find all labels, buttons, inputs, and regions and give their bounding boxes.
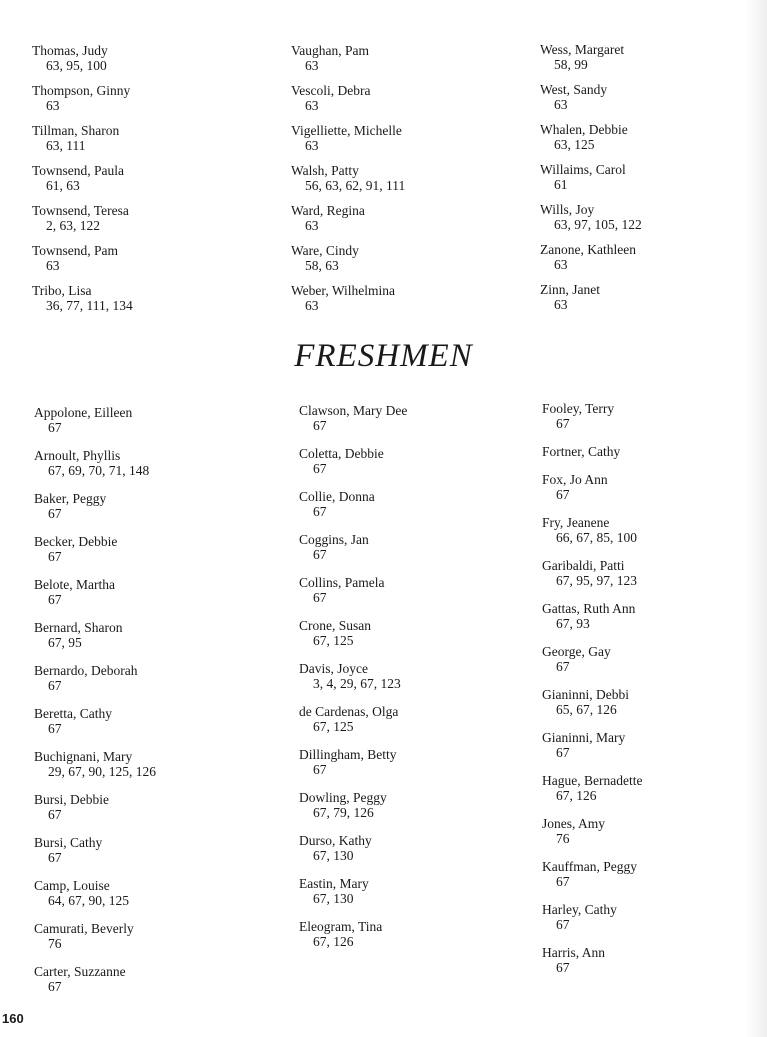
entry-name: West, Sandy	[540, 82, 608, 97]
index-entry	[34, 620, 156, 650]
entry-name: Hague, Bernadette	[542, 773, 643, 788]
entry-pages: 67, 69, 70, 71, 148	[48, 463, 150, 478]
entry-pages: 67	[556, 487, 570, 502]
entry-pages: 67, 130	[313, 891, 354, 906]
index-entry	[540, 122, 642, 152]
entry-name: Camurati, Beverly	[34, 921, 134, 936]
index-entry	[542, 773, 642, 803]
entry-pages: 67	[313, 590, 327, 605]
entry-name: Vaughan, Pam	[291, 43, 369, 58]
entry-name: de Cardenas, Olga	[299, 704, 399, 719]
index-entry	[34, 835, 156, 865]
entry-name: Davis, Joyce	[299, 661, 368, 676]
entry-pages: 64, 67, 90, 125	[48, 893, 129, 908]
index-entry	[542, 515, 642, 545]
entry-pages: 63	[305, 218, 319, 233]
entry-name: Walsh, Patty	[291, 163, 359, 178]
index-entry	[542, 687, 642, 717]
entry-name: Wess, Margaret	[540, 42, 625, 57]
entry-name: Bursi, Cathy	[34, 835, 103, 850]
index-entry	[34, 448, 156, 478]
entry-pages: 67	[48, 850, 62, 865]
entry-pages: 76	[48, 936, 62, 951]
index-entry	[34, 577, 156, 607]
index-entry	[299, 575, 407, 605]
entry-pages: 67	[48, 721, 62, 736]
entry-name: Baker, Peggy	[34, 491, 107, 506]
entry-pages: 67, 93	[556, 616, 590, 631]
entry-pages: 67	[556, 745, 570, 760]
index-entry	[34, 964, 156, 994]
entry-name: Weber, Wilhelmina	[291, 283, 396, 298]
entry-pages: 63	[554, 97, 568, 112]
page-edge-shadow	[745, 0, 767, 1037]
entry-pages: 61, 63	[46, 178, 80, 193]
entry-name: Gianinni, Mary	[542, 730, 626, 745]
entry-name: George, Gay	[542, 644, 611, 659]
freshmen-column-2	[299, 403, 407, 962]
entry-name: Bernardo, Deborah	[34, 663, 138, 678]
entry-pages: 63	[305, 58, 319, 73]
entry-pages: 67, 126	[313, 934, 354, 949]
entry-name: Buchignani, Mary	[34, 749, 133, 764]
index-entry	[291, 163, 405, 193]
index-entry	[542, 644, 642, 674]
entry-name: Camp, Louise	[34, 878, 110, 893]
entry-name: Appolone, Eilleen	[34, 405, 133, 420]
entry-pages: 63, 95, 100	[46, 58, 107, 73]
entry-pages: 29, 67, 90, 125, 126	[48, 764, 156, 779]
entry-name: Dillingham, Betty	[299, 747, 397, 762]
index-entry	[540, 162, 642, 192]
index-entry	[32, 243, 133, 273]
entry-pages: 2, 63, 122	[46, 218, 100, 233]
index-entry	[32, 163, 133, 193]
entry-name: Beretta, Cathy	[34, 706, 112, 721]
entry-pages: 67	[48, 420, 62, 435]
entry-name: Clawson, Mary Dee	[299, 403, 408, 418]
entry-pages: 67, 79, 126	[313, 805, 374, 820]
entry-name: Kauffman, Peggy	[542, 859, 637, 874]
entry-name: Willaims, Carol	[540, 162, 626, 177]
entry-name: Garibaldi, Patti	[542, 558, 625, 573]
index-column-3	[540, 42, 642, 322]
index-entry	[291, 243, 405, 273]
entry-name: Coggins, Jan	[299, 532, 369, 547]
entry-name: Thomas, Judy	[32, 43, 108, 58]
entry-name: Vescoli, Debra	[291, 83, 371, 98]
entry-name: Becker, Debbie	[34, 534, 118, 549]
index-entry	[32, 203, 133, 233]
index-entry	[32, 283, 133, 313]
entry-name: Collie, Donna	[299, 489, 375, 504]
entry-pages: 63	[46, 98, 60, 113]
index-entry	[299, 532, 407, 562]
entry-pages: 63	[305, 138, 319, 153]
entry-pages: 67	[313, 762, 327, 777]
index-entry	[34, 792, 156, 822]
index-entry	[540, 82, 642, 112]
index-entry	[542, 859, 642, 889]
index-entry	[34, 749, 156, 779]
entry-pages: 67	[556, 416, 570, 431]
entry-pages: 61	[554, 177, 568, 192]
entry-pages: 67	[313, 504, 327, 519]
entry-pages: 67, 95	[48, 635, 82, 650]
entry-pages: 58, 63	[305, 258, 339, 273]
index-entry	[34, 405, 156, 435]
entry-pages: 36, 77, 111, 134	[46, 298, 133, 313]
entry-pages: 65, 67, 126	[556, 702, 617, 717]
entry-name: Fortner, Cathy	[542, 444, 621, 459]
entry-pages: 63	[554, 297, 568, 312]
entry-name: Eastin, Mary	[299, 876, 369, 891]
index-entry	[299, 446, 407, 476]
entry-pages: 76	[556, 831, 570, 846]
entry-name: Eleogram, Tina	[299, 919, 383, 934]
entry-name: Zinn, Janet	[540, 282, 600, 297]
entry-pages: 67	[48, 506, 62, 521]
index-entry	[32, 83, 133, 113]
entry-name: Tillman, Sharon	[32, 123, 120, 138]
index-entry	[299, 747, 407, 777]
index-entry	[34, 663, 156, 693]
freshmen-column-1	[34, 405, 156, 1007]
entry-pages: 67	[556, 917, 570, 932]
index-entry	[299, 403, 407, 433]
entry-pages: 67	[48, 549, 62, 564]
entry-name: Durso, Kathy	[299, 833, 372, 848]
index-entry	[542, 902, 642, 932]
index-entry	[299, 876, 407, 906]
entry-pages: 63, 111	[46, 138, 86, 153]
entry-pages: 67, 130	[313, 848, 354, 863]
entry-pages: 63	[46, 258, 60, 273]
entry-pages: 63	[554, 257, 568, 272]
page-number: 160	[2, 1011, 24, 1026]
index-entry	[299, 618, 407, 648]
entry-pages: 67, 125	[313, 633, 354, 648]
index-entry	[299, 489, 407, 519]
entry-name: Fooley, Terry	[542, 401, 615, 416]
index-entry	[540, 202, 642, 232]
entry-name: Thompson, Ginny	[32, 83, 131, 98]
index-entry	[299, 790, 407, 820]
index-entry	[291, 283, 405, 313]
entry-pages: 67, 125	[313, 719, 354, 734]
entry-name: Vigelliette, Michelle	[291, 123, 402, 138]
section-title: FRESHMEN	[294, 338, 473, 374]
index-entry	[542, 472, 642, 502]
index-entry	[540, 282, 642, 312]
index-entry	[542, 401, 642, 431]
index-entry	[34, 878, 156, 908]
entry-pages: 67	[48, 807, 62, 822]
entry-name: Fox, Jo Ann	[542, 472, 608, 487]
index-entry	[291, 83, 405, 113]
index-entry	[542, 816, 642, 846]
index-entry	[34, 534, 156, 564]
entry-pages: 63	[305, 98, 319, 113]
index-entry	[542, 945, 642, 975]
entry-pages: 67	[313, 547, 327, 562]
entry-name: Whalen, Debbie	[540, 122, 628, 137]
entry-pages: 67	[556, 960, 570, 975]
entry-pages: 63	[305, 298, 319, 313]
entry-pages: 67	[48, 678, 62, 693]
entry-name: Collins, Pamela	[299, 575, 385, 590]
entry-name: Crone, Susan	[299, 618, 371, 633]
entry-pages: 67	[48, 979, 62, 994]
entry-name: Dowling, Peggy	[299, 790, 387, 805]
index-entry	[34, 706, 156, 736]
freshmen-column-3	[542, 401, 642, 988]
index-entry	[32, 123, 133, 153]
index-entry	[299, 704, 407, 734]
entry-name: Coletta, Debbie	[299, 446, 384, 461]
entry-name: Jones, Amy	[542, 816, 606, 831]
index-entry	[540, 42, 642, 72]
index-entry	[291, 123, 405, 153]
index-entry	[540, 242, 642, 272]
index-entry	[34, 921, 156, 951]
entry-name: Bursi, Debbie	[34, 792, 109, 807]
entry-pages: 63, 97, 105, 122	[554, 217, 642, 232]
entry-name: Townsend, Pam	[32, 243, 119, 258]
index-entry	[32, 43, 133, 73]
entry-name: Belote, Martha	[34, 577, 115, 592]
entry-name: Ware, Cindy	[291, 243, 359, 258]
entry-name: Bernard, Sharon	[34, 620, 123, 635]
entry-pages: 3, 4, 29, 67, 123	[313, 676, 401, 691]
index-entry	[542, 558, 642, 588]
entry-name: Arnoult, Phyllis	[34, 448, 121, 463]
entry-name: Wills, Joy	[540, 202, 595, 217]
entry-name: Harris, Ann	[542, 945, 605, 960]
entry-name: Ward, Regina	[291, 203, 365, 218]
index-entry	[299, 833, 407, 863]
index-entry	[34, 491, 156, 521]
entry-name: Gattas, Ruth Ann	[542, 601, 636, 616]
index-entry	[299, 919, 407, 949]
index-entry	[291, 43, 405, 73]
entry-pages: 67, 95, 97, 123	[556, 573, 637, 588]
entry-name: Zanone, Kathleen	[540, 242, 636, 257]
index-entry	[291, 203, 405, 233]
entry-pages: 67	[556, 874, 570, 889]
entry-pages: 66, 67, 85, 100	[556, 530, 637, 545]
entry-pages: 67, 126	[556, 788, 597, 803]
entry-pages: 67	[48, 592, 62, 607]
index-entry	[299, 661, 407, 691]
entry-name: Harley, Cathy	[542, 902, 617, 917]
index-column-2	[291, 43, 405, 323]
entry-pages: 67	[313, 418, 327, 433]
entry-name: Gianinni, Debbi	[542, 687, 629, 702]
index-column-1	[32, 43, 133, 323]
entry-name: Townsend, Teresa	[32, 203, 129, 218]
index-entry	[542, 730, 642, 760]
entry-name: Carter, Suzzanne	[34, 964, 126, 979]
entry-name: Tribo, Lisa	[32, 283, 92, 298]
index-entry	[542, 444, 642, 459]
entry-pages: 67	[313, 461, 327, 476]
entry-pages: 67	[556, 659, 570, 674]
entry-name: Townsend, Paula	[32, 163, 125, 178]
entry-pages: 63, 125	[554, 137, 595, 152]
index-entry	[542, 601, 642, 631]
entry-pages: 58, 99	[554, 57, 588, 72]
entry-name: Fry, Jeanene	[542, 515, 610, 530]
entry-pages: 56, 63, 62, 91, 111	[305, 178, 406, 193]
